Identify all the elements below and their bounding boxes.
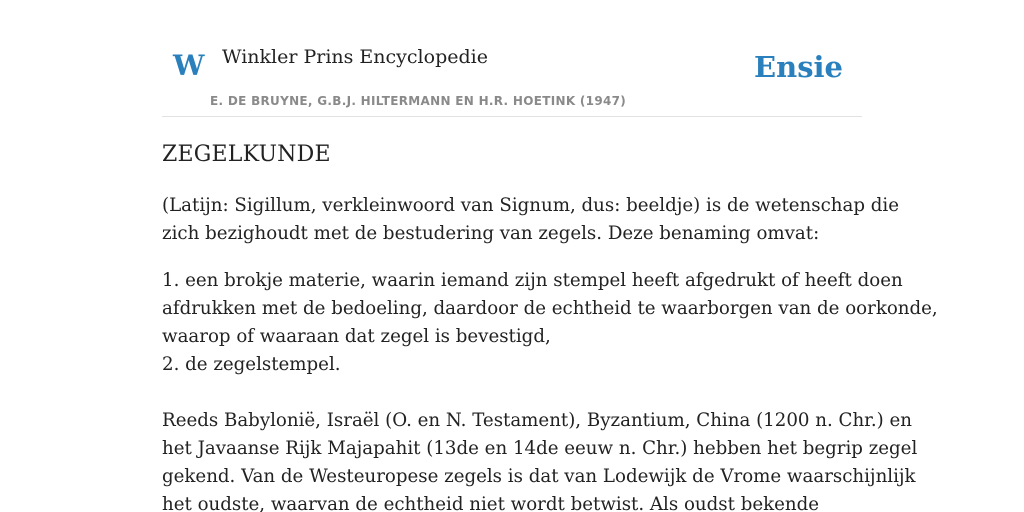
winkler-prins-logo[interactable]: W [173, 49, 205, 82]
ensie-logo[interactable]: Ensie [754, 50, 843, 84]
text-line: het oudste, waarvan de echtheid niet wordt betwist. Als oudst bekende [162, 494, 820, 512]
encyclopedia-authors: E. DE BRUYNE, G.B.J. HILTERMANN EN H.R. HOETINK (1947) [210, 94, 627, 108]
encyclopedia-title[interactable]: Winkler Prins Encyclopedie [222, 46, 488, 68]
paragraph-definition [162, 192, 899, 248]
text-line: zich bezighoudt met de bestudering van zegels. Deze benaming omvat: [162, 223, 820, 244]
text-line: waarop of waaraan dat zegel is bevestigd, [162, 326, 551, 347]
paragraph-meanings [162, 267, 938, 379]
text-line: het Javaanse Rijk Majapahit (13de en 14de eeuw n. Chr.) hebben het begrip zegel [162, 438, 918, 459]
text-line: (Latijn: Sigillum, verkleinwoord van Signum, dus: beeldje) is de wetenschap die [162, 195, 899, 216]
site-header [162, 0, 862, 117]
text-line: afdrukken met de bedoeling, daardoor de echtheid te waarborgen van de oorkonde, [162, 298, 938, 319]
text-line: gekend. Van de Westeuropese zegels is dat van Lodewijk de Vrome waarschijnlijk [162, 466, 916, 487]
paragraph-history [162, 407, 918, 512]
text-line: 2. de zegelstempel. [162, 354, 341, 375]
article [162, 140, 938, 512]
text-line: 1. een brokje materie, waarin iemand zijn stempel heeft afgedrukt of heeft doen [162, 270, 903, 291]
text-line: Reeds Babylonië, Israël (O. en N. Testament), Byzantium, China (1200 n. Chr.) en [162, 410, 912, 431]
article-headword: ZEGELKUNDE [162, 142, 331, 167]
